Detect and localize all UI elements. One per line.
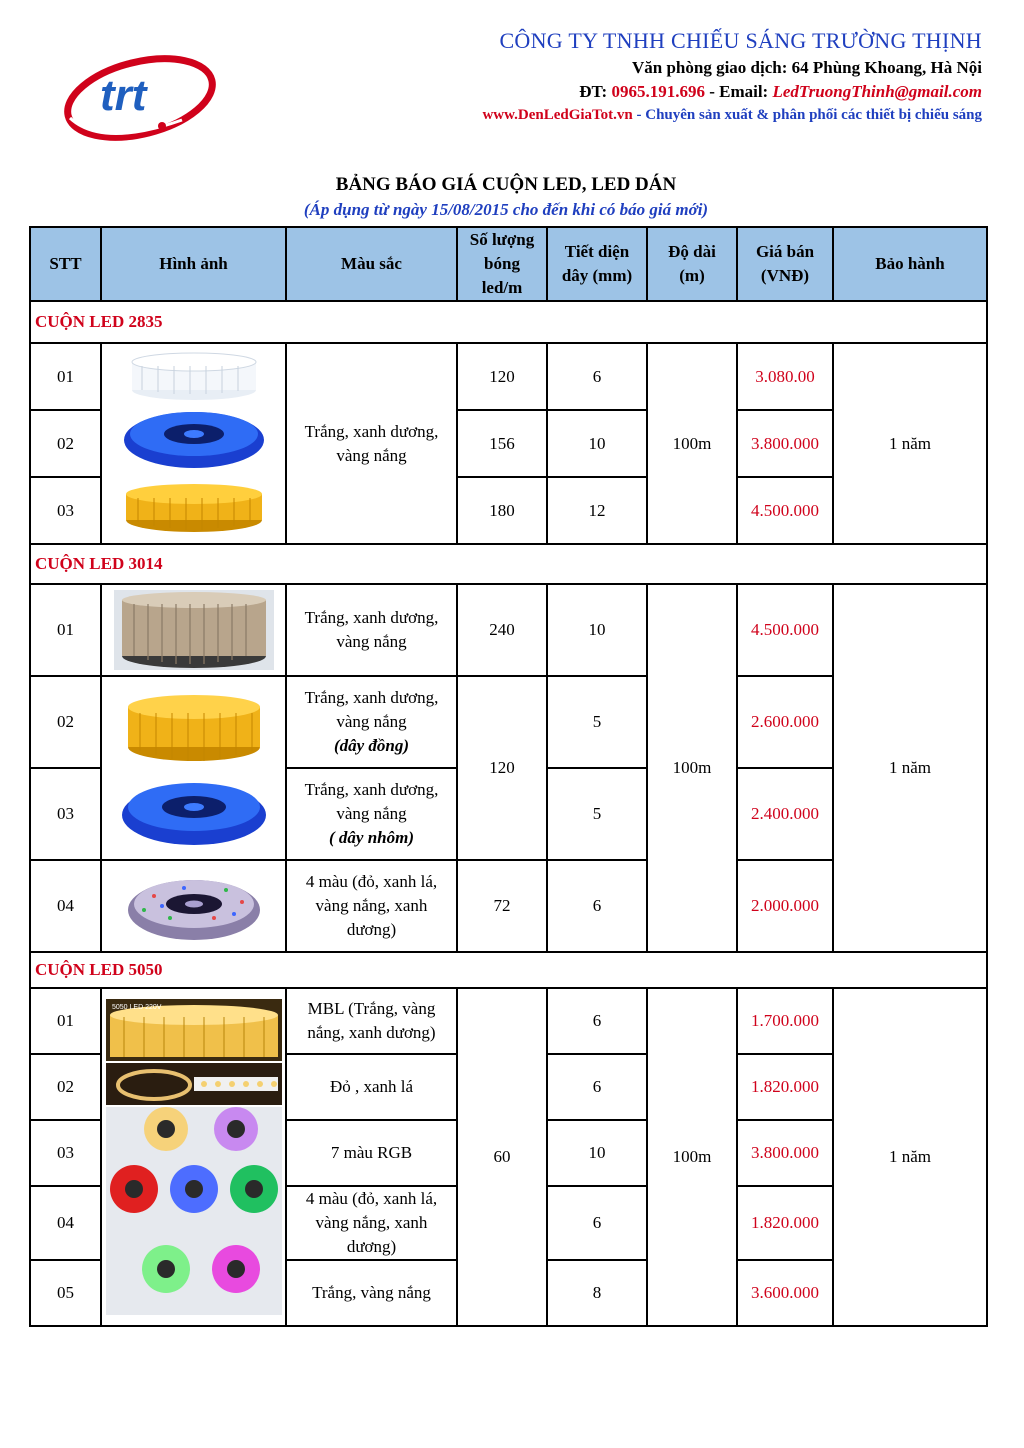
color-text: Trắng, xanh dương, vàng nắng — [304, 688, 439, 731]
phone-label: ĐT: — [579, 82, 612, 101]
cell-section: 5 — [547, 676, 647, 768]
image-caption: 5050 LED 220V — [111, 1004, 161, 1011]
table-row — [30, 988, 987, 1054]
cell-stt: 05 — [30, 1260, 101, 1326]
color-note: (dây đồng) — [333, 736, 410, 755]
col-warranty: Bảo hành — [833, 227, 987, 301]
section-row — [30, 952, 987, 988]
col-count — [457, 227, 547, 301]
product-image-3014-b — [101, 676, 286, 860]
logo-text: trt — [100, 71, 147, 120]
product-image-5050 — [101, 988, 286, 1326]
table-row — [30, 343, 987, 410]
cell-stt: 02 — [30, 410, 101, 477]
cell-color: MBL (Trắng, vàng nắng, xanh dương) — [286, 988, 457, 1054]
cell-stt: 04 — [30, 860, 101, 952]
cell-section: 6 — [547, 860, 647, 952]
cell-section: 5 — [547, 768, 647, 860]
col-section-line1: Tiết diện — [564, 242, 630, 261]
cell-price: 2.400.000 — [737, 768, 833, 860]
product-image-2835 — [101, 343, 286, 544]
cell-stt: 03 — [30, 477, 101, 544]
cell-count: 72 — [457, 860, 547, 952]
section-row — [30, 301, 987, 343]
cell-color: Trắng, xanh dương, vàng nắng — [286, 584, 457, 676]
cell-stt: 01 — [30, 584, 101, 676]
col-price — [737, 227, 833, 301]
col-count-line3: led/m — [481, 278, 523, 297]
col-stt: STT — [30, 227, 101, 301]
cell-section: 10 — [547, 1120, 647, 1186]
col-section-line2: dây (mm) — [561, 266, 633, 285]
phone-number: 0965.191.696 — [611, 82, 705, 101]
cell-stt: 03 — [30, 768, 101, 860]
page-subtitle: (Áp dụng từ ngày 15/08/2015 cho đến khi có báo giá mới) — [303, 200, 709, 219]
table-header-row — [30, 227, 987, 301]
product-image-3014-c — [101, 860, 286, 952]
cell-price: 3.800.000 — [737, 1120, 833, 1186]
cell-price: 3.600.000 — [737, 1260, 833, 1326]
cell-count: 120 — [457, 343, 547, 410]
price-table — [29, 226, 988, 1327]
cell-color: Trắng, vàng nắng — [286, 1260, 457, 1326]
cell-price: 3.080.00 — [737, 343, 833, 410]
company-name: CÔNG TY TNHH CHIẾU SÁNG TRƯỜNG THỊNH — [499, 28, 982, 53]
cell-price: 4.500.000 — [737, 584, 833, 676]
cell-stt: 01 — [30, 343, 101, 410]
email-label: - Email: — [704, 82, 773, 101]
cell-color: Đỏ , xanh lá — [286, 1054, 457, 1120]
cell-price: 1.700.000 — [737, 988, 833, 1054]
cell-section: 10 — [547, 410, 647, 477]
tagline: - Chuyên sản xuất & phân phối các thiết bị chiếu sáng — [632, 107, 982, 123]
col-count-line1: Số lượng — [469, 230, 535, 249]
cell-length: 100m — [647, 343, 737, 544]
cell-color — [286, 768, 457, 860]
cell-stt: 02 — [30, 676, 101, 768]
email-address: LedTruongThinh@gmail.com — [772, 82, 982, 101]
section-title-3014: CUỘN LED 3014 — [30, 544, 987, 584]
company-contact — [482, 80, 982, 104]
product-image-3014-a — [101, 584, 286, 676]
cell-warranty: 1 năm — [833, 584, 987, 952]
cell-count: 120 — [457, 676, 547, 860]
cell-price: 3.800.000 — [737, 410, 833, 477]
cell-stt: 04 — [30, 1186, 101, 1260]
cell-section: 6 — [547, 343, 647, 410]
cell-price: 2.000.000 — [737, 860, 833, 952]
cell-count: 240 — [457, 584, 547, 676]
led-reel-image — [114, 590, 274, 670]
led-reel-image — [114, 348, 274, 540]
cell-section: 12 — [547, 477, 647, 544]
cell-section: 6 — [547, 1186, 647, 1260]
cell-section: 6 — [547, 988, 647, 1054]
led-reel-image — [114, 683, 274, 853]
company-web — [482, 104, 982, 126]
company-info — [482, 28, 982, 126]
col-length — [647, 227, 737, 301]
cell-warranty: 1 năm — [833, 343, 987, 544]
col-length-line2: (m) — [679, 266, 705, 285]
cell-count: 180 — [457, 477, 547, 544]
page-title: BẢNG BÁO GIÁ CUỘN LED, LED DÁN — [335, 174, 677, 195]
section-title-2835: CUỘN LED 2835 — [30, 301, 987, 343]
cell-color: 4 màu (đỏ, xanh lá, vàng nắng, xanh dương) — [286, 1186, 457, 1260]
table-row — [30, 584, 987, 676]
cell-stt: 03 — [30, 1120, 101, 1186]
cell-price: 1.820.000 — [737, 1054, 833, 1120]
cell-length: 100m — [647, 584, 737, 952]
cell-stt: 01 — [30, 988, 101, 1054]
cell-section: 8 — [547, 1260, 647, 1326]
cell-length: 100m — [647, 988, 737, 1326]
cell-count: 156 — [457, 410, 547, 477]
cell-color — [286, 676, 457, 768]
website-link: www.DenLedGiaTot.vn — [482, 107, 633, 123]
cell-color: 7 màu RGB — [286, 1120, 457, 1186]
col-count-line2: bóng — [484, 254, 520, 273]
cell-section: 6 — [547, 1054, 647, 1120]
color-note: ( dây nhôm) — [329, 828, 414, 847]
col-image: Hình ảnh — [101, 227, 286, 301]
section-row — [30, 544, 987, 584]
cell-warranty: 1 năm — [833, 988, 987, 1326]
cell-price: 4.500.000 — [737, 477, 833, 544]
cell-color: 4 màu (đỏ, xanh lá, vàng nắng, xanh dương) — [286, 860, 457, 952]
cell-price: 2.600.000 — [737, 676, 833, 768]
section-title-5050: CUỘN LED 5050 — [30, 952, 987, 988]
color-text: Trắng, xanh dương, vàng nắng — [304, 780, 439, 823]
col-length-line1: Độ dài — [668, 242, 716, 261]
col-section — [547, 227, 647, 301]
led-reel-image — [104, 997, 284, 1317]
cell-count: 60 — [457, 988, 547, 1326]
col-color: Màu sắc — [286, 227, 457, 301]
cell-stt: 02 — [30, 1054, 101, 1120]
cell-section: 10 — [547, 584, 647, 676]
col-price-line1: Giá bán — [755, 242, 815, 261]
cell-color: Trắng, xanh dương, vàng nắng — [286, 343, 457, 544]
company-logo — [62, 48, 218, 144]
col-price-line2: (VNĐ) — [760, 266, 810, 285]
cell-price: 1.820.000 — [737, 1186, 833, 1260]
led-reel-image — [114, 866, 274, 946]
company-address: Văn phòng giao dịch: 64 Phùng Khoang, Hà Nội — [631, 58, 982, 77]
